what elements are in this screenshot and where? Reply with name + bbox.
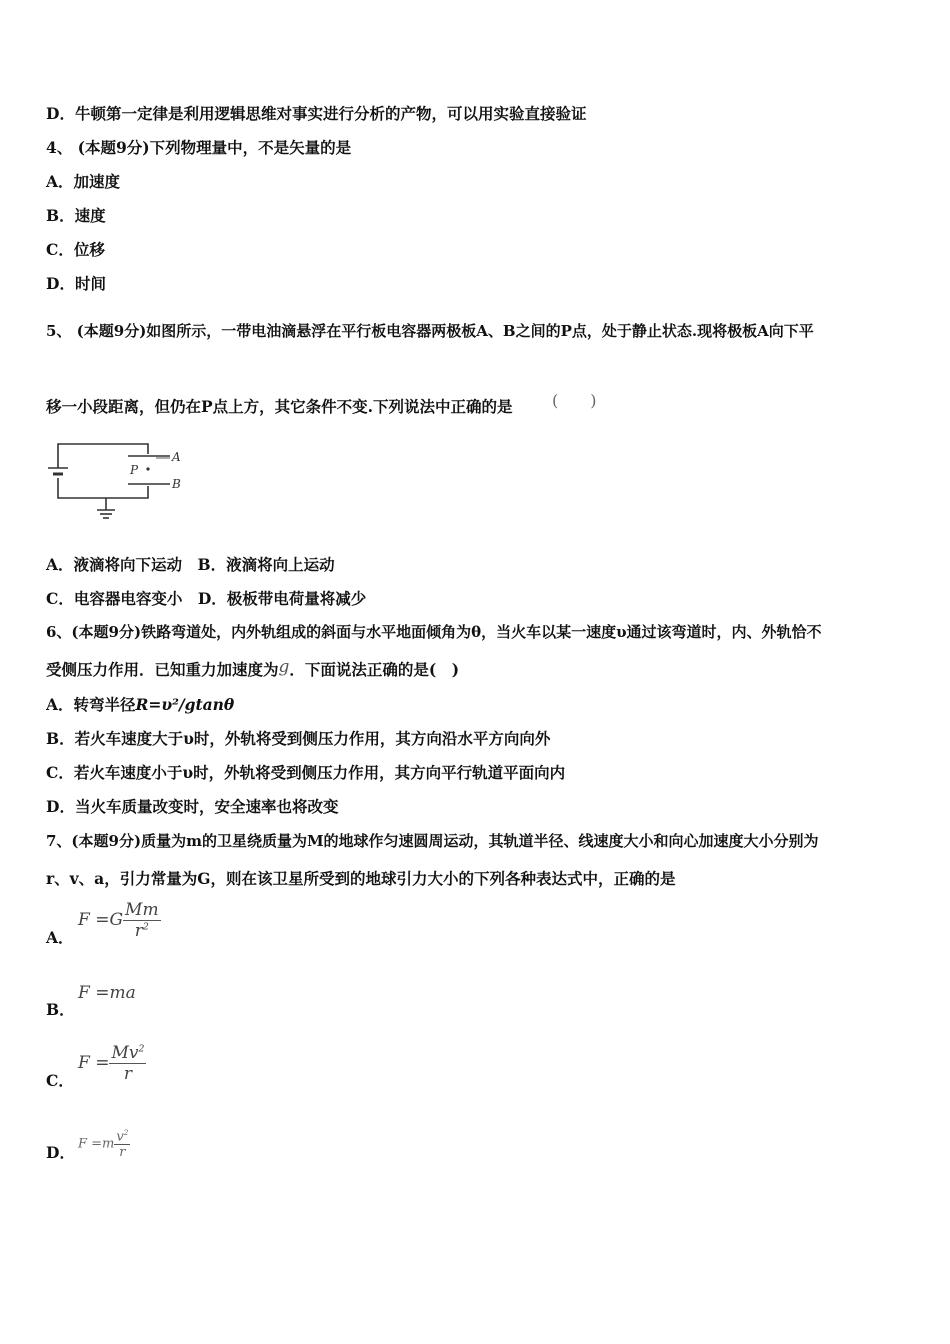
q4-option-c: C．位移 bbox=[46, 240, 105, 259]
q7-stem-line2: r、v、a，引力常量为G，则在该卫星所受到的地球引力大小的下列各种表达式中，正确的是 bbox=[46, 869, 676, 888]
q7-option-a-label: A． bbox=[46, 928, 74, 947]
q6-stem-line2: 受侧压力作用．已知重力加速度为g．下面说法正确的是( ) bbox=[46, 657, 460, 679]
q4-option-b: B．速度 bbox=[46, 206, 106, 225]
q6-option-d: D．当火车质量改变时，安全速率也将改变 bbox=[46, 797, 339, 816]
plate-a-label: A bbox=[172, 450, 181, 464]
q4-option-a: A．加速度 bbox=[46, 172, 121, 191]
q4-option-d: D．时间 bbox=[46, 274, 106, 293]
q5-options-cd: C．电容器电容变小 D．极板带电荷量将减少 bbox=[46, 589, 367, 608]
q7-stem-line1: 7、(本题9分)质量为m的卫星绕质量为M的地球作匀速圆周运动，其轨道半径、线速度大小和向心加速度大小分别为 bbox=[46, 832, 819, 850]
q6-stem-line1: 6、(本题9分)铁路弯道处，内外轨组成的斜面与水平地面倾角为θ，当火车以某一速度υ通过该弯道时，内、外轨恰不 bbox=[46, 623, 822, 641]
q7-option-d-label: D． bbox=[46, 1143, 75, 1162]
q6-option-b: B．若火车速度大于υ时，外轨将受到侧压力作用，其方向沿水平方向向外 bbox=[46, 729, 551, 748]
q6-option-a: A．转弯半径R=υ²/gtanθ bbox=[46, 695, 235, 714]
answer-blank: ( ) bbox=[552, 391, 597, 410]
point-p-label: P bbox=[130, 463, 139, 477]
gravity-symbol: g bbox=[278, 657, 290, 677]
q7-option-c-formula: F = $\frac{Mv^2}{r}$ bbox=[78, 1043, 145, 1084]
q5-stem-line1: 5、 (本题9分)如图所示，一带电油滴悬浮在平行板电容器两极板A、B之间的P点，处于静止状态.现将极板A向下平 bbox=[46, 322, 814, 340]
capacitor-circuit-diagram bbox=[44, 438, 194, 528]
plate-b-label: B bbox=[172, 477, 181, 491]
q5-options-ab: A．液滴将向下运动 B．液滴将向上运动 bbox=[46, 555, 335, 574]
q7-option-b-formula: F =ma bbox=[78, 983, 136, 1003]
radius-formula: R=υ²/gtanθ bbox=[135, 695, 235, 714]
q4-stem: 4、 (本题9分)下列物理量中，不是矢量的是 bbox=[46, 138, 352, 157]
q7-option-d-formula: F =m $\frac{v^2}{r}$ bbox=[78, 1128, 129, 1161]
q7-option-a-formula: F =G $\frac{Mm}{r^2}$ bbox=[78, 900, 159, 941]
q7-option-b-label: B． bbox=[46, 1000, 75, 1019]
q7-option-c-label: C． bbox=[46, 1071, 74, 1090]
q5-stem-line2: 移一小段距离，但仍在P点上方，其它条件不变.下列说法中正确的是 bbox=[46, 397, 513, 416]
q3-option-d: D．牛顿第一定律是利用逻辑思维对事实进行分析的产物，可以用实验直接验证 bbox=[46, 104, 587, 123]
q6-option-c: C．若火车速度小于υ时，外轨将受到侧压力作用，其方向平行轨道平面向内 bbox=[46, 763, 566, 782]
